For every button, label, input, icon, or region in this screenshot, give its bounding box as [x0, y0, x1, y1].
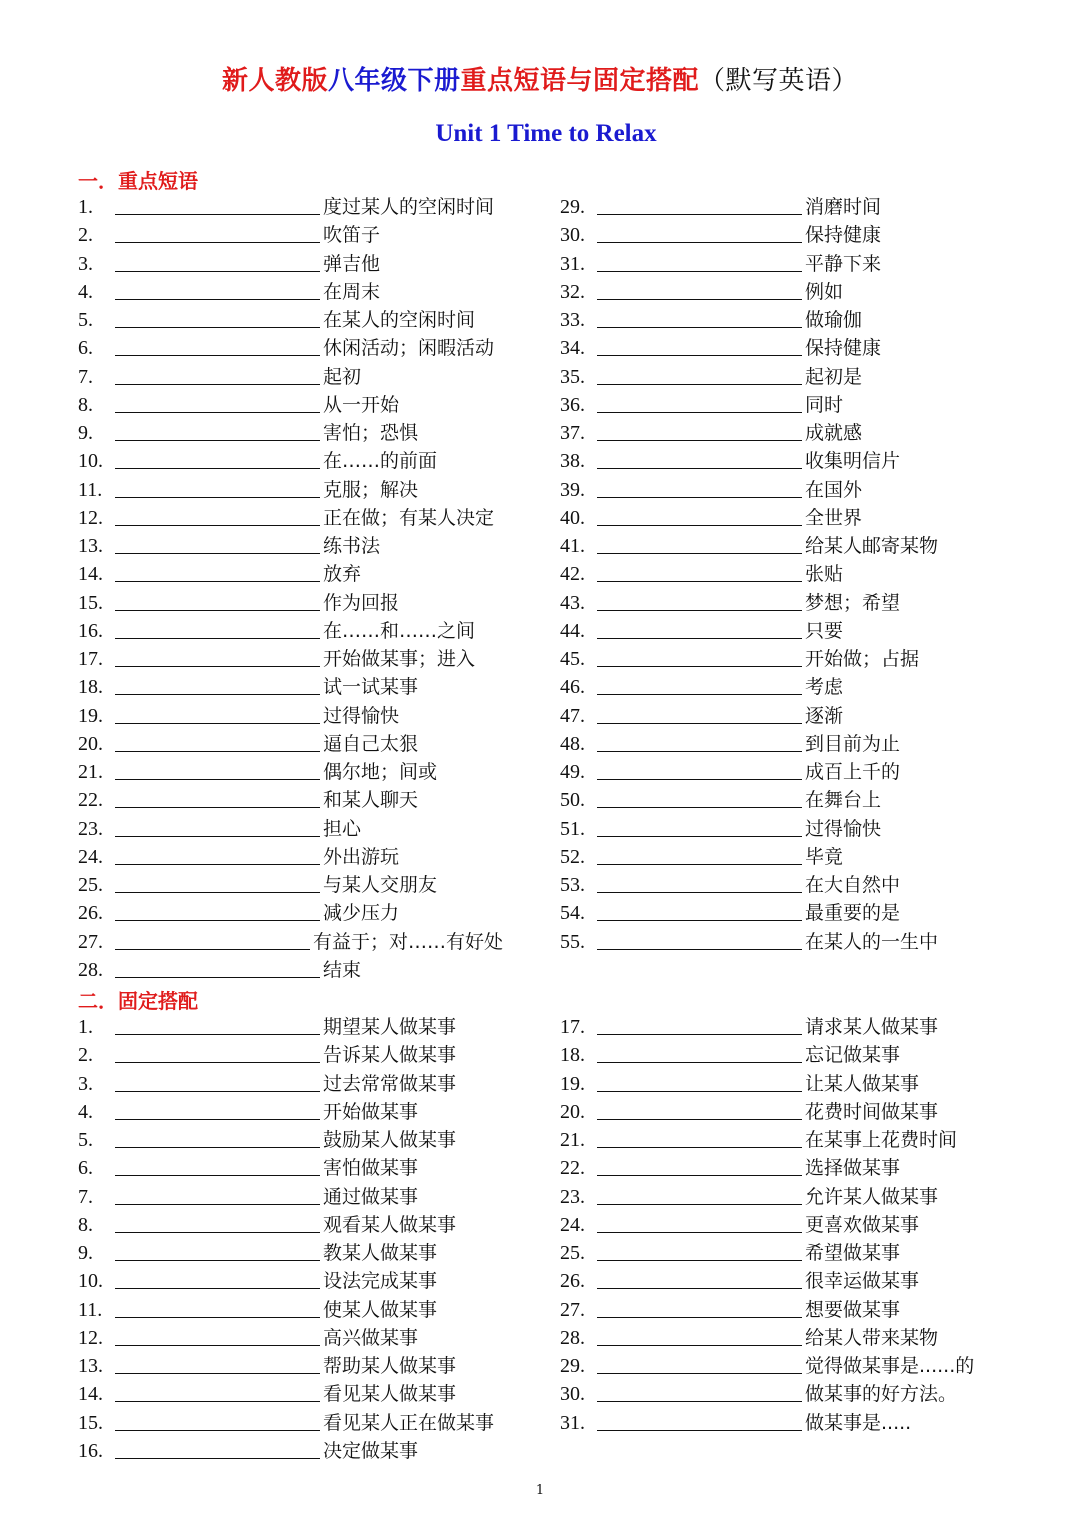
item-number: 42. — [560, 563, 585, 586]
item-meaning: 开始做某事 — [323, 1100, 419, 1123]
item-number: 23. — [560, 1185, 585, 1208]
item-meaning: 选择做某事 — [805, 1157, 901, 1180]
item-number: 5. — [78, 309, 93, 331]
answer-blank[interactable] — [597, 920, 802, 921]
item-meaning: 同时 — [805, 393, 844, 416]
answer-blank[interactable] — [597, 666, 802, 667]
item-meaning: 度过某人的空闲时间 — [323, 196, 495, 218]
answer-blank[interactable] — [115, 892, 320, 893]
section-heading-key-phrases: 一．重点短语 — [78, 169, 198, 193]
item-number: 9. — [78, 422, 93, 444]
item-number: 12. — [78, 1326, 103, 1349]
item-number: 27. — [560, 1298, 585, 1321]
answer-blank[interactable] — [115, 751, 320, 752]
item-number: 6. — [78, 1157, 93, 1180]
item-number: 24. — [78, 845, 103, 868]
title-part: （默写英语） — [699, 66, 859, 96]
item-meaning: 决定做某事 — [323, 1439, 419, 1462]
answer-blank[interactable] — [115, 807, 320, 808]
item-number: 10. — [78, 450, 103, 473]
answer-blank[interactable] — [597, 949, 802, 950]
item-meaning: 想要做某事 — [805, 1298, 901, 1321]
answer-blank[interactable] — [115, 1175, 320, 1176]
item-meaning: 觉得做某事是......的 — [805, 1355, 975, 1377]
title-part: 八年级下册 — [327, 66, 461, 96]
answer-blank[interactable] — [115, 581, 320, 582]
item-number: 4. — [78, 1100, 93, 1123]
answer-blank[interactable] — [597, 807, 802, 808]
answer-blank[interactable] — [597, 610, 802, 611]
item-number: 8. — [78, 1213, 93, 1236]
item-number: 9. — [78, 1242, 93, 1264]
answer-blank[interactable] — [115, 638, 320, 639]
answer-blank[interactable] — [597, 751, 802, 752]
item-meaning: 起初 — [323, 365, 362, 388]
item-meaning: 看见某人做某事 — [323, 1383, 457, 1406]
item-meaning: 在某人的空闲时间 — [323, 309, 476, 331]
item-number: 2. — [78, 224, 93, 247]
answer-blank[interactable] — [115, 1317, 320, 1318]
item-meaning: 成百上千的 — [805, 761, 901, 783]
answer-blank[interactable] — [597, 1317, 802, 1318]
answer-blank[interactable] — [115, 299, 320, 300]
item-number: 3. — [78, 1072, 93, 1095]
answer-blank[interactable] — [597, 355, 802, 356]
item-number: 4. — [78, 280, 93, 303]
item-number: 45. — [560, 648, 585, 670]
answer-blank[interactable] — [597, 299, 802, 300]
answer-blank[interactable] — [115, 525, 320, 526]
item-meaning: 成就感 — [805, 422, 863, 444]
item-meaning: 逼自己太狠 — [323, 732, 419, 755]
item-number: 55. — [560, 930, 585, 953]
answer-blank[interactable] — [597, 1204, 802, 1205]
item-meaning: 张贴 — [805, 563, 844, 586]
item-meaning: 在周末 — [323, 280, 381, 303]
item-meaning: 在大自然中 — [805, 874, 901, 896]
item-number: 22. — [78, 789, 103, 812]
answer-blank[interactable] — [115, 1204, 320, 1205]
answer-blank[interactable] — [597, 468, 802, 469]
item-meaning: 毕竟 — [805, 845, 844, 868]
item-number: 14. — [78, 563, 103, 586]
item-meaning: 休闲活动；闲暇活动 — [323, 337, 495, 360]
item-meaning: 全世界 — [805, 506, 863, 529]
item-meaning: 高兴做某事 — [323, 1326, 419, 1349]
item-number: 33. — [560, 309, 585, 331]
item-number: 51. — [560, 817, 585, 840]
item-number: 46. — [560, 676, 585, 699]
answer-blank[interactable] — [597, 1401, 802, 1402]
item-meaning: 请求某人做某事 — [805, 1016, 939, 1038]
item-number: 11. — [78, 1298, 103, 1321]
answer-blank[interactable] — [597, 412, 802, 413]
item-meaning: 偶尔地；间或 — [323, 761, 438, 783]
answer-blank[interactable] — [597, 779, 802, 780]
item-meaning: 教某人做某事 — [323, 1242, 438, 1264]
item-meaning: 弹吉他 — [323, 252, 381, 275]
answer-blank[interactable] — [115, 553, 320, 554]
item-meaning: 允许某人做某事 — [805, 1185, 939, 1208]
item-number: 19. — [560, 1072, 585, 1095]
item-number: 50. — [560, 789, 585, 812]
item-number: 1. — [78, 1016, 93, 1038]
item-number: 54. — [560, 902, 585, 925]
answer-blank[interactable] — [115, 214, 320, 215]
item-number: 27. — [78, 930, 103, 953]
answer-blank[interactable] — [115, 694, 320, 695]
answer-blank[interactable] — [597, 892, 802, 893]
item-number: 17. — [560, 1016, 585, 1038]
item-number: 24. — [560, 1213, 585, 1236]
item-meaning: 在某事上花费时间 — [805, 1129, 958, 1151]
item-meaning: 期望某人做某事 — [323, 1016, 457, 1038]
item-number: 16. — [78, 1439, 103, 1462]
answer-blank[interactable] — [597, 638, 802, 639]
item-number: 52. — [560, 845, 585, 868]
answer-blank[interactable] — [115, 384, 320, 385]
answer-blank[interactable] — [597, 1345, 802, 1346]
answer-blank[interactable] — [115, 977, 320, 978]
item-number: 21. — [560, 1129, 585, 1151]
item-number: 13. — [78, 1355, 103, 1377]
item-number: 23. — [78, 817, 103, 840]
item-meaning: 正在做；有某人决定 — [323, 506, 495, 529]
item-number: 13. — [78, 535, 103, 557]
answer-blank[interactable] — [597, 271, 802, 272]
item-number: 6. — [78, 337, 93, 360]
answer-blank[interactable] — [597, 1175, 802, 1176]
item-number: 28. — [560, 1326, 585, 1349]
item-number: 53. — [560, 874, 585, 896]
item-number: 38. — [560, 450, 585, 473]
item-meaning: 开始做某事；进入 — [323, 648, 476, 670]
item-meaning: 逐渐 — [805, 704, 844, 727]
answer-blank[interactable] — [115, 327, 320, 328]
item-number: 8. — [78, 393, 93, 416]
item-number: 5. — [78, 1129, 93, 1151]
item-meaning: 试一试某事 — [323, 676, 419, 699]
item-meaning: 与某人交朋友 — [323, 874, 438, 896]
item-number: 48. — [560, 732, 585, 755]
item-number: 21. — [78, 761, 103, 783]
answer-blank[interactable] — [597, 327, 802, 328]
answer-blank[interactable] — [597, 525, 802, 526]
answer-blank[interactable] — [115, 440, 320, 441]
page-title — [0, 60, 1080, 97]
answer-blank[interactable] — [115, 497, 320, 498]
answer-blank[interactable] — [115, 1147, 320, 1148]
item-number: 36. — [560, 393, 585, 416]
item-meaning: 起初是 — [805, 365, 863, 388]
item-meaning: 过得愉快 — [323, 704, 400, 727]
item-meaning: 给某人邮寄某物 — [805, 535, 939, 557]
answer-blank[interactable] — [597, 242, 802, 243]
item-meaning: 练书法 — [323, 535, 381, 557]
answer-blank[interactable] — [597, 581, 802, 582]
item-meaning: 过得愉快 — [805, 817, 882, 840]
item-number: 49. — [560, 761, 585, 783]
item-meaning: 做某事的好方法。 — [805, 1383, 958, 1406]
item-number: 20. — [560, 1100, 585, 1123]
item-meaning: 梦想；希望 — [805, 591, 901, 614]
item-number: 47. — [560, 704, 585, 727]
item-number: 29. — [560, 196, 585, 218]
item-meaning: 忘记做某事 — [805, 1044, 901, 1067]
answer-blank[interactable] — [597, 1260, 802, 1261]
item-number: 7. — [78, 365, 93, 388]
item-meaning: 外出游玩 — [323, 845, 400, 868]
item-number: 31. — [560, 252, 585, 275]
item-number: 12. — [78, 506, 103, 529]
item-number: 40. — [560, 506, 585, 529]
answer-blank[interactable] — [115, 836, 320, 837]
item-number: 41. — [560, 535, 585, 557]
answer-blank[interactable] — [115, 1430, 320, 1431]
answer-blank[interactable] — [115, 1373, 320, 1374]
answer-blank[interactable] — [115, 242, 320, 243]
unit-subtitle: Unit 1 Time to Relax — [435, 120, 657, 147]
answer-blank[interactable] — [597, 384, 802, 385]
answer-blank[interactable] — [115, 468, 320, 469]
item-number: 11. — [78, 478, 103, 501]
item-meaning: 观看某人做某事 — [323, 1213, 457, 1236]
answer-blank[interactable] — [597, 440, 802, 441]
answer-blank[interactable] — [115, 864, 320, 865]
item-meaning: 考虑 — [805, 676, 844, 699]
item-meaning: 到目前为止 — [805, 732, 901, 755]
answer-blank[interactable] — [115, 610, 320, 611]
item-number: 37. — [560, 422, 585, 444]
answer-blank[interactable] — [115, 271, 320, 272]
item-number: 20. — [78, 732, 103, 755]
item-meaning: 过去常常做某事 — [323, 1072, 457, 1095]
answer-blank[interactable] — [115, 1062, 320, 1063]
item-number: 35. — [560, 365, 585, 388]
item-number: 2. — [78, 1044, 93, 1067]
answer-blank[interactable] — [597, 1091, 802, 1092]
answer-blank[interactable] — [115, 1401, 320, 1402]
answer-blank[interactable] — [115, 1034, 320, 1035]
answer-blank[interactable] — [115, 779, 320, 780]
section-heading-fixed-collocations: 二．固定搭配 — [78, 989, 198, 1013]
item-meaning: 害怕；恐惧 — [323, 422, 419, 444]
item-number: 10. — [78, 1270, 103, 1293]
answer-blank[interactable] — [597, 1430, 802, 1431]
answer-blank[interactable] — [597, 1062, 802, 1063]
answer-blank[interactable] — [597, 836, 802, 837]
item-meaning: 和某人聊天 — [323, 789, 419, 812]
item-meaning: 平静下来 — [805, 252, 882, 275]
item-meaning: 保持健康 — [805, 337, 882, 360]
item-number: 26. — [560, 1270, 585, 1293]
item-meaning: 告诉某人做某事 — [323, 1044, 457, 1067]
answer-blank[interactable] — [115, 1288, 320, 1289]
answer-blank[interactable] — [115, 1119, 320, 1120]
answer-blank[interactable] — [115, 412, 320, 413]
item-meaning: 看见某人正在做某事 — [323, 1411, 495, 1434]
item-meaning: 通过做某事 — [323, 1185, 419, 1208]
item-meaning: 结束 — [323, 958, 362, 981]
item-meaning: 有益于；对……有好处 — [313, 930, 504, 953]
item-number: 43. — [560, 591, 585, 614]
item-meaning: 鼓励某人做某事 — [323, 1129, 457, 1151]
item-meaning: 在……和……之间 — [323, 619, 476, 642]
item-number: 29. — [560, 1355, 585, 1377]
item-number: 1. — [78, 196, 93, 218]
item-meaning: 做某事是..... — [805, 1411, 912, 1434]
item-meaning: 担心 — [323, 817, 362, 840]
answer-blank[interactable] — [115, 1232, 320, 1233]
item-number: 15. — [78, 591, 103, 614]
item-meaning: 做瑜伽 — [805, 309, 863, 331]
title-part: 重点短语与固定搭配 — [460, 66, 700, 96]
item-meaning: 减少压力 — [323, 902, 400, 925]
answer-blank[interactable] — [597, 864, 802, 865]
page-number: 1 — [535, 1483, 545, 1498]
item-number: 44. — [560, 619, 585, 642]
item-number: 18. — [78, 676, 103, 699]
item-number: 31. — [560, 1411, 585, 1434]
item-meaning: 让某人做某事 — [805, 1072, 920, 1095]
item-meaning: 最重要的是 — [805, 902, 901, 925]
item-number: 16. — [78, 619, 103, 642]
item-meaning: 在舞台上 — [805, 789, 882, 812]
answer-blank[interactable] — [597, 1119, 802, 1120]
answer-blank[interactable] — [115, 1260, 320, 1261]
answer-blank[interactable] — [597, 1147, 802, 1148]
item-number: 30. — [560, 1383, 585, 1406]
answer-blank[interactable] — [115, 355, 320, 356]
item-meaning: 在某人的一生中 — [805, 930, 939, 953]
item-number: 25. — [560, 1242, 585, 1264]
item-meaning: 只要 — [805, 619, 844, 642]
answer-blank[interactable] — [597, 694, 802, 695]
item-meaning: 很幸运做某事 — [805, 1270, 920, 1293]
item-meaning: 开始做；占据 — [805, 648, 920, 670]
answer-blank[interactable] — [115, 1345, 320, 1346]
item-meaning: 希望做某事 — [805, 1242, 901, 1264]
item-meaning: 使某人做某事 — [323, 1298, 438, 1321]
answer-blank[interactable] — [597, 497, 802, 498]
item-meaning: 克服；解决 — [323, 478, 419, 501]
item-number: 14. — [78, 1383, 103, 1406]
item-meaning: 从一开始 — [323, 393, 400, 416]
answer-blank[interactable] — [597, 1288, 802, 1289]
item-number: 7. — [78, 1185, 93, 1208]
item-meaning: 设法完成某事 — [323, 1270, 438, 1293]
item-meaning: 害怕做某事 — [323, 1157, 419, 1180]
item-number: 30. — [560, 224, 585, 247]
item-number: 32. — [560, 280, 585, 303]
item-number: 17. — [78, 648, 103, 670]
item-number: 3. — [78, 252, 93, 275]
item-meaning: 在国外 — [805, 478, 863, 501]
item-number: 34. — [560, 337, 585, 360]
answer-blank[interactable] — [597, 1232, 802, 1233]
item-number: 19. — [78, 704, 103, 727]
answer-blank[interactable] — [115, 949, 310, 950]
item-meaning: 花费时间做某事 — [805, 1100, 939, 1123]
answer-blank[interactable] — [597, 1373, 802, 1374]
answer-blank[interactable] — [115, 666, 320, 667]
item-meaning: 放弃 — [323, 563, 362, 586]
item-meaning: 吹笛子 — [323, 224, 381, 247]
item-meaning: 作为回报 — [323, 591, 400, 614]
answer-blank[interactable] — [597, 723, 802, 724]
answer-blank[interactable] — [115, 1091, 320, 1092]
item-meaning: 更喜欢做某事 — [805, 1213, 920, 1236]
title-part: 新人教版 — [221, 66, 328, 96]
answer-blank[interactable] — [597, 214, 802, 215]
item-number: 26. — [78, 902, 103, 925]
answer-blank[interactable] — [597, 553, 802, 554]
item-meaning: 消磨时间 — [805, 196, 882, 218]
item-number: 15. — [78, 1411, 103, 1434]
answer-blank[interactable] — [115, 920, 320, 921]
item-meaning: 给某人带来某物 — [805, 1326, 939, 1349]
item-number: 22. — [560, 1157, 585, 1180]
item-number: 18. — [560, 1044, 585, 1067]
item-meaning: 保持健康 — [805, 224, 882, 247]
item-number: 25. — [78, 874, 103, 896]
answer-blank[interactable] — [597, 1034, 802, 1035]
item-meaning: 帮助某人做某事 — [323, 1355, 457, 1377]
item-meaning: 收集明信片 — [805, 450, 901, 473]
answer-blank[interactable] — [115, 1458, 320, 1459]
item-number: 39. — [560, 478, 585, 501]
item-meaning: 例如 — [805, 280, 844, 303]
answer-blank[interactable] — [115, 723, 320, 724]
item-meaning: 在……的前面 — [323, 450, 438, 473]
item-number: 28. — [78, 958, 103, 981]
